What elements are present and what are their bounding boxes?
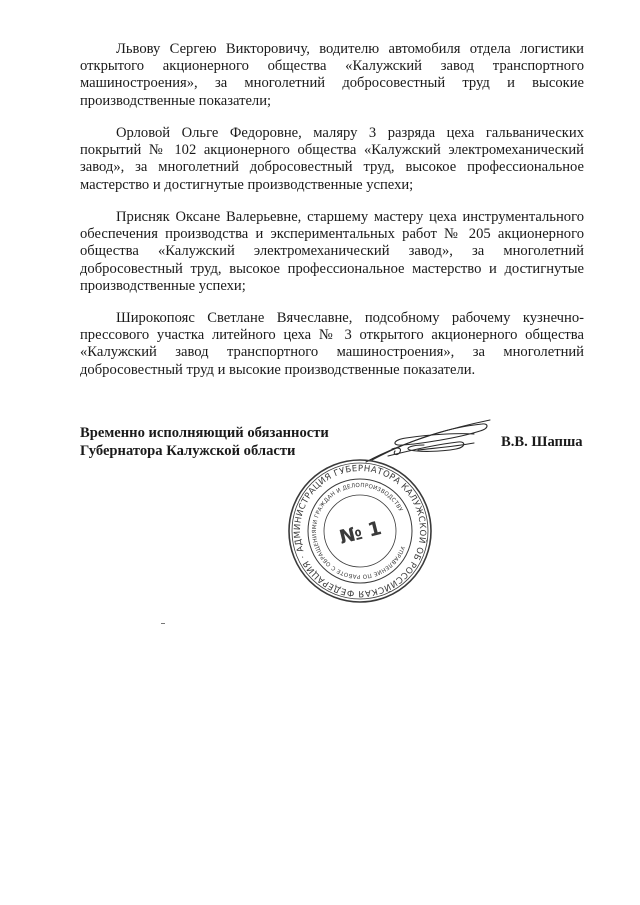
page-mark	[161, 623, 165, 624]
award-paragraph: Широкопояс Светлане Вячеславне, подсобному рабочему кузнечно-прессового участка литейного цеха № 3 открытого акционерного общества «Калужский завод транспортного машиностроения», за многолетний добросовестный труд и высокие производственные показатели.	[80, 310, 584, 378]
official-seal	[284, 455, 436, 607]
seal-number: № 1	[337, 517, 384, 549]
svg-text:УПРАВЛЕНИЕ ПО РАБОТЕ С ОБРАЩЕН: УПРАВЛЕНИЕ ПО РАБОТЕ С ОБРАЩЕНИЯМИ ГРАЖДАН И ДЕЛОПРОИЗВОДСТВУ	[311, 482, 406, 580]
svg-text:РОССИЙСКАЯ ФЕДЕРАЦИЯ · АДМИНИС: РОССИЙСКАЯ ФЕДЕРАЦИЯ · АДМИНИСТРАЦИЯ ГУБЕРНАТОРА КАЛУЖСКОЙ ОБЛАСТИ	[292, 463, 428, 599]
award-paragraph: Орловой Ольге Федоровне, маляру 3 разряда цеха гальванических покрытий № 102 акционерного общества «Калужский электромеханический завод», за многолетний добросовестный труд, высокое профессиональное мастерство и достигнутые производственные успехи;	[80, 125, 584, 193]
signatory-position-line2: Губернатора Калужской области	[80, 443, 296, 459]
award-paragraph: Львову Сергею Викторовичу, водителю автомобиля отдела логистики открытого акционерного общества «Калужский завод транспортного машиностроения», за многолетний добросовестный труд и высокие производственные показатели;	[80, 41, 584, 109]
signatory-name: В.В. Шапша	[501, 434, 583, 450]
signatory-position-line1: Временно исполняющий обязанности	[80, 425, 329, 441]
award-paragraph: Присняк Оксане Валерьевне, старшему мастеру цеха инструментального обеспечения производства и экспериментальных работ № 205 акционерного общества «Калужский электромеханический завод», за многолетний добросовестный труд, высокое профессиональное мастерство и достигнутые производственные успехи;	[80, 209, 584, 294]
